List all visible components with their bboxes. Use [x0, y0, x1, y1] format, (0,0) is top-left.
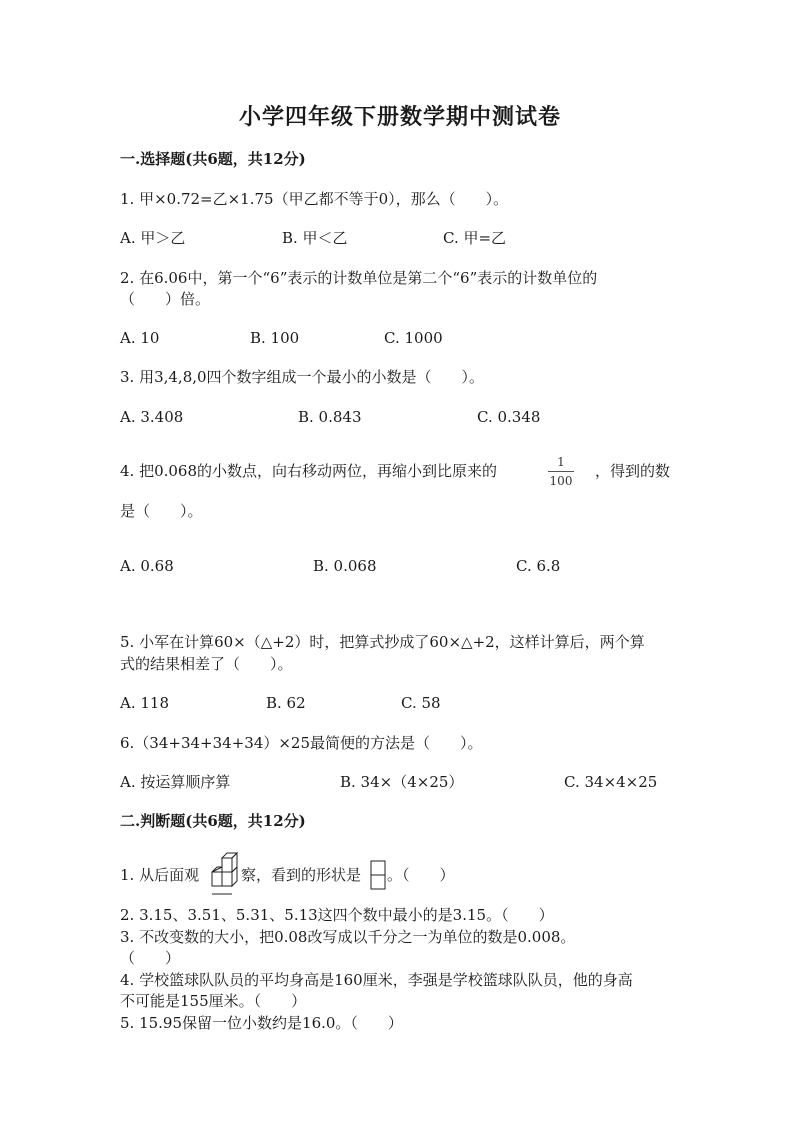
q3-option-b: B. 0.843: [298, 408, 362, 426]
q4-stem-line1: 4. 把0.068的小数点，向右移动两位，再缩小到比原来的: [120, 462, 498, 480]
two-squares-shape: [370, 860, 386, 892]
j2-text: 2. 3.15、3.51、5.31、5.13这四个数中最小的是3.15。（ ）: [120, 906, 554, 924]
q6-option-c: C. 34×4×25: [564, 773, 658, 791]
q4-option-c: C. 6.8: [516, 557, 561, 575]
q2-stem-line2: （ ）倍。: [120, 290, 211, 308]
q2-stem-line1: 2. 在6.06中，第一个“6”表示的计数单位是第二个“6”表示的计数单位的: [120, 269, 598, 287]
q4-option-a: A. 0.68: [120, 557, 174, 575]
j5-text: 5. 15.95保留一位小数约是16.0。（ ）: [120, 1014, 403, 1032]
q6-stem: 6.（34+34+34+34）×25最简便的方法是（ ）。: [120, 734, 483, 752]
q2-option-a: A. 10: [120, 329, 160, 347]
q5-option-a: A. 118: [120, 694, 169, 712]
q3-stem: 3. 用3,4,8,0四个数字组成一个最小的小数是（ ）。: [120, 368, 485, 386]
q5-stem-line1: 5. 小军在计算60×（△+2）时，把算式抄成了60×△+2，这样计算后，两个算: [120, 633, 645, 651]
fraction-denominator: 100: [549, 474, 573, 488]
page-title: 小学四年级下册数学期中测试卷: [238, 104, 561, 130]
j3-text-line1: 3. 不改变数的大小，把0.08改写成以千分之一为单位的数是0.008。: [120, 928, 576, 946]
stacked-cubes-figure: [210, 852, 240, 896]
q5-option-c: C. 58: [401, 694, 441, 712]
q3-option-a: A. 3.408: [120, 408, 184, 426]
q2-option-c: C. 1000: [384, 329, 443, 347]
j3-text-line2: （ ）: [120, 949, 181, 967]
q4-stem-line1-end: ，得到的数: [595, 462, 671, 480]
q6-option-b: B. 34×（4×25）: [340, 773, 464, 791]
section-heading-judgement: 二.判断题(共6题，共12分): [120, 812, 306, 830]
j1-text-middle: 察，看到的形状是: [241, 866, 362, 884]
q1-option-a: A. 甲＞乙: [120, 229, 186, 247]
q2-option-b: B. 100: [250, 329, 300, 347]
fraction-bar: [548, 471, 574, 472]
fraction-numerator: 1: [557, 455, 565, 469]
q1-stem: 1. 甲×0.72=乙×1.75（甲乙都不等于0），那么（ ）。: [120, 190, 509, 208]
section-heading-choice: 一.选择题(共6题，共12分): [120, 150, 306, 168]
q3-option-c: C. 0.348: [477, 408, 541, 426]
q4-option-b: B. 0.068: [313, 557, 377, 575]
fraction-one-hundredth: [548, 455, 574, 488]
q5-option-b: B. 62: [266, 694, 306, 712]
q6-option-a: A. 按运算顺序算: [120, 773, 231, 791]
j1-text-before: 1. 从后面观: [120, 866, 200, 884]
j4-text-line2: 不可能是155厘米。（ ）: [120, 992, 307, 1010]
q1-option-c: C. 甲=乙: [443, 229, 507, 247]
j4-text-line1: 4. 学校篮球队队员的平均身高是160厘米，李强是学校篮球队队员，他的身高: [120, 971, 633, 989]
j1-text-after: 。（ ）: [387, 866, 455, 884]
q4-stem-line2: 是（ ）。: [120, 502, 203, 520]
q1-option-b: B. 甲＜乙: [282, 229, 348, 247]
q5-stem-line2: 式的结果相差了（ ）。: [120, 655, 293, 673]
